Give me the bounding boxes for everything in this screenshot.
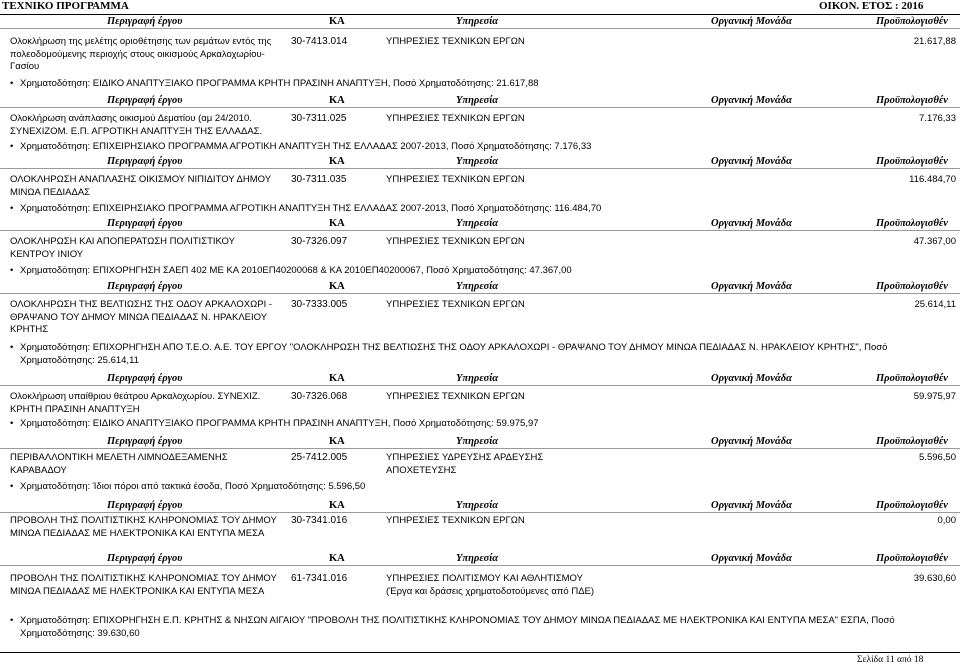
col-org-unit: Οργανική Μονάδα [711, 95, 792, 106]
col-org-unit: Οργανική Μονάδα [711, 500, 792, 511]
project-budget: 7.176,33 [919, 113, 956, 124]
col-service: Υπηρεσία [456, 500, 499, 511]
column-header [0, 281, 960, 294]
column-header [0, 500, 960, 513]
col-budget: Προϋπολογισθέν [876, 218, 948, 229]
column-header [0, 553, 960, 566]
funding-text: Χρηματοδότηση: ΕΠΙΧΟΡΗΓΗΣΗ ΑΠΟ Τ.Ε.Ο. Α.Ε. ΤΟΥ ΕΡΓΟΥ "ΟΛΟΚΛΗΡΩΣΗ ΤΗΣ ΒΕΛΤΙΩΣΗΣ ΤΗΣ ΟΔΟΥ ΑΡΚΑΛΟΧΩΡΙ - ΘΡΑΨΑΝΟ ΤΟΥ ΔΗΜΟΥ ΜΙΝΩΑ ΠΕΔΙΑΔΑΣ Ν. ΗΡΑΚΛΕΙΟΥ ΚΡΗΤΗΣ", Ποσό Χρηματοδότησης: 25.614,11 [20, 342, 888, 366]
fiscal-year-label: ΟΙΚΟΝ. ΕΤΟΣ : [819, 0, 899, 12]
fiscal-year [819, 0, 923, 12]
column-header [0, 373, 960, 386]
bullet-icon: • [10, 78, 14, 89]
fiscal-year-value: 2016 [901, 0, 924, 12]
project-budget: 47.367,00 [913, 236, 956, 247]
col-description: Περιγραφή έργου [107, 218, 183, 229]
project-ka: 61-7341.016 [291, 573, 348, 584]
project-funding [10, 265, 940, 278]
column-header [0, 218, 960, 231]
funding-text: Χρηματοδότηση: ΕΠΙΧΟΡΗΓΗΣΗ ΣΑΕΠ 402 ΜΕ ΚΑ 2010ΕΠ40200068 & ΚΑ 2010ΕΠ40200067, Ποσό Χρηματοδότησης: 47.367,00 [20, 265, 572, 276]
project-description: ΟΛΟΚΛΗΡΩΣΗ ΑΝΑΠΛΑΣΗΣ ΟΙΚΙΣΜΟΥ ΝΙΠΙΔΙΤΟΥ ΔΗΜΟΥ ΜΙΝΩΑ ΠΕΔΙΑΔΑΣ [10, 174, 271, 198]
project-description: ΠΕΡΙΒΑΛΛΟΝΤΙΚΗ ΜΕΛΕΤΗ ΛΙΜΝΟΔΕΞΑΜΕΝΗΣ ΚΑΡΑΒΑΔΟΥ [10, 452, 228, 476]
col-ka: ΚΑ [329, 156, 345, 167]
col-description: Περιγραφή έργου [107, 436, 183, 447]
project-service: ΥΠΗΡΕΣΙΕΣ ΤΕΧΝΙΚΩΝ ΕΡΓΩΝ [386, 113, 525, 124]
project-ka: 30-7333.005 [291, 299, 348, 310]
project-ka: 30-7341.016 [291, 515, 348, 526]
project-funding [10, 203, 940, 216]
column-header [0, 16, 960, 29]
project-description: Ολοκλήρωση ανάπλασης οικισμού Δεματίου (αμ 24/2010. ΣΥΝΕΧΙΖΟΜ. Ε.Π. ΑΓΡΟΤΙΚΗ ΑΝΑΠΤΥΞΗ ΤΗΣ ΕΛΛΑΔΑΣ. [10, 113, 263, 137]
col-ka: ΚΑ [329, 218, 345, 229]
funding-text: Χρηματοδότηση: ΕΙΔΙΚΟ ΑΝΑΠΤΥΞΙΑΚΟ ΠΡΟΓΡΑΜΜΑ ΚΡΗΤΗ ΠΡΑΣΙΝΗ ΑΝΑΠΤΥΞΗ, Ποσό Χρηματοδότησης: 59.975,97 [20, 418, 539, 429]
col-service: Υπηρεσία [456, 553, 499, 564]
col-service: Υπηρεσία [456, 281, 499, 292]
col-service: Υπηρεσία [456, 373, 499, 384]
col-service: Υπηρεσία [456, 156, 499, 167]
project-funding [10, 141, 940, 154]
col-description: Περιγραφή έργου [107, 95, 183, 106]
col-budget: Προϋπολογισθέν [876, 156, 948, 167]
column-header [0, 436, 960, 449]
col-org-unit: Οργανική Μονάδα [711, 281, 792, 292]
col-ka: ΚΑ [329, 436, 345, 447]
project-funding [10, 418, 940, 431]
col-org-unit: Οργανική Μονάδα [711, 16, 792, 27]
col-service: Υπηρεσία [456, 218, 499, 229]
project-ka: 30-7311.025 [291, 113, 347, 124]
project-service: ΥΠΗΡΕΣΙΕΣ ΤΕΧΝΙΚΩΝ ΕΡΓΩΝ [386, 515, 525, 526]
project-service: ΥΠΗΡΕΣΙΕΣ ΤΕΧΝΙΚΩΝ ΕΡΓΩΝ [386, 174, 525, 185]
project-service: ΥΠΗΡΕΣΙΕΣ ΥΔΡΕΥΣΗΣ ΑΡΔΕΥΣΗΣ ΑΠΟΧΕΤΕΥΣΗΣ [386, 452, 544, 476]
page-number: Σελίδα 11 από 18 [857, 655, 924, 665]
col-ka: ΚΑ [329, 553, 345, 564]
col-budget: Προϋπολογισθέν [876, 500, 948, 511]
project-budget: 5.596,50 [919, 452, 956, 463]
col-ka: ΚΑ [329, 16, 345, 27]
col-org-unit: Οργανική Μονάδα [711, 553, 792, 564]
project-ka: 25-7412.005 [291, 452, 348, 463]
col-budget: Προϋπολογισθέν [876, 95, 948, 106]
project-funding [10, 78, 940, 91]
funding-text: Χρηματοδότηση: ΕΠΙΧΕΙΡΗΣΙΑΚΟ ΠΡΟΓΡΑΜΜΑ ΑΓΡΟΤΙΚΗ ΑΝΑΠΤΥΞΗ ΤΗΣ ΕΛΛΑΔΑΣ 2007-2013, Ποσό Χρηματοδότησης: 116.484,70 [20, 203, 602, 214]
project-service: ΥΠΗΡΕΣΙΕΣ ΤΕΧΝΙΚΩΝ ΕΡΓΩΝ [386, 391, 525, 402]
project-ka: 30-7413.014 [291, 36, 348, 47]
col-description: Περιγραφή έργου [107, 500, 183, 511]
col-budget: Προϋπολογισθέν [876, 373, 948, 384]
page-footer [0, 652, 960, 665]
funding-text: Χρηματοδότηση: ΕΠΙΧΕΙΡΗΣΙΑΚΟ ΠΡΟΓΡΑΜΜΑ ΑΓΡΟΤΙΚΗ ΑΝΑΠΤΥΞΗ ΤΗΣ ΕΛΛΑΔΑΣ 2007-2013, Ποσό Χρηματοδότησης: 7.176,33 [20, 141, 592, 152]
bullet-icon: • [10, 265, 14, 276]
project-budget: 25.614,11 [914, 299, 956, 310]
project-funding [10, 342, 940, 367]
col-service: Υπηρεσία [456, 16, 499, 27]
project-service: ΥΠΗΡΕΣΙΕΣ ΤΕΧΝΙΚΩΝ ΕΡΓΩΝ [386, 236, 525, 247]
report-header [0, 0, 960, 15]
bullet-icon: • [10, 203, 14, 214]
funding-text: Χρηματοδότηση: ΕΠΙΧΟΡΗΓΗΣΗ Ε.Π. ΚΡΗΤΗΣ & ΝΗΣΩΝ ΑΙΓΑΙΟΥ "ΠΡΟΒΟΛΗ ΤΗΣ ΠΟΛΙΤΙΣΤΙΚΗΣ ΚΛΗΡΟΝΟΜΙΑΣ ΤΟΥ ΔΗΜΟΥ ΜΙΝΩΑ ΠΕΔΙΑΔΑΣ ΜΕ ΗΛΕΚΤΡΟΝΙΚΑ ΚΑΙ ΕΝΤΥΠΑ ΜΕΣΑ" ΕΣΠΑ, Ποσό Χρηματοδότησης: 39.630,60 [20, 615, 895, 639]
project-budget: 21.617,88 [913, 36, 956, 47]
project-funding [10, 615, 940, 640]
bullet-icon: • [10, 342, 14, 353]
col-description: Περιγραφή έργου [107, 281, 183, 292]
project-ka: 30-7326.068 [291, 391, 348, 402]
project-ka: 30-7311.035 [291, 174, 347, 185]
project-description: ΟΛΟΚΛΗΡΩΣΗ ΤΗΣ ΒΕΛΤΙΩΣΗΣ ΤΗΣ ΟΔΟΥ ΑΡΚΑΛΟΧΩΡΙ - ΘΡΑΨΑΝΟ ΤΟΥ ΔΗΜΟΥ ΜΙΝΩΑ ΠΕΔΙΑΔΑΣ Ν. ΗΡΑΚΛΕΙΟΥ ΚΡΗΤΗΣ [10, 299, 273, 335]
project-service: ΥΠΗΡΕΣΙΕΣ ΤΕΧΝΙΚΩΝ ΕΡΓΩΝ [386, 299, 525, 310]
bullet-icon: • [10, 418, 14, 429]
col-description: Περιγραφή έργου [107, 16, 183, 27]
col-org-unit: Οργανική Μονάδα [711, 436, 792, 447]
col-ka: ΚΑ [329, 500, 345, 511]
report-title: ΤΕΧΝΙΚΟ ΠΡΟΓΡΑΜΜΑ [2, 0, 129, 12]
col-org-unit: Οργανική Μονάδα [711, 218, 792, 229]
project-description: ΠΡΟΒΟΛΗ ΤΗΣ ΠΟΛΙΤΙΣΤΙΚΗΣ ΚΛΗΡΟΝΟΜΙΑΣ ΤΟΥ ΔΗΜΟΥ ΜΙΝΩΑ ΠΕΔΙΑΔΑΣ ΜΕ ΗΛΕΚΤΡΟΝΙΚΑ ΚΑΙ ΕΝΤΥΠΑ ΜΕΣΑ [10, 573, 277, 597]
project-budget: 59.975,97 [913, 391, 956, 402]
col-org-unit: Οργανική Μονάδα [711, 156, 792, 167]
project-budget: 39.630,60 [913, 573, 956, 584]
col-service: Υπηρεσία [456, 436, 499, 447]
bullet-icon: • [10, 141, 14, 152]
funding-text: Χρηματοδότηση: ΕΙΔΙΚΟ ΑΝΑΠΤΥΞΙΑΚΟ ΠΡΟΓΡΑΜΜΑ ΚΡΗΤΗ ΠΡΑΣΙΝΗ ΑΝΑΠΤΥΞΗ, Ποσό Χρηματοδότησης: 21.617,88 [20, 78, 539, 89]
col-budget: Προϋπολογισθέν [876, 436, 948, 447]
bullet-icon: • [10, 481, 14, 492]
col-budget: Προϋπολογισθέν [876, 281, 948, 292]
col-ka: ΚΑ [329, 281, 345, 292]
col-description: Περιγραφή έργου [107, 373, 183, 384]
col-description: Περιγραφή έργου [107, 553, 183, 564]
project-ka: 30-7326.097 [291, 236, 348, 247]
project-service: ΥΠΗΡΕΣΙΕΣ ΤΕΧΝΙΚΩΝ ΕΡΓΩΝ [386, 36, 525, 47]
col-budget: Προϋπολογισθέν [876, 553, 948, 564]
col-description: Περιγραφή έργου [107, 156, 183, 167]
bullet-icon: • [10, 615, 14, 626]
project-description: ΟΛΟΚΛΗΡΩΣΗ ΚΑΙ ΑΠΟΠΕΡΑΤΩΣΗ ΠΟΛΙΤΙΣΤΙΚΟΥ ΚΕΝΤΡΟΥ ΙΝΙΟΥ [10, 236, 235, 260]
project-description: Ολοκλήρωση υπαίθριου θεάτρου Αρκαλοχωρίου. ΣΥΝΕΧΙΖ. ΚΡΗΤΗ ΠΡΑΣΙΝΗ ΑΝΑΠΤΥΞΗ [10, 391, 261, 415]
col-ka: ΚΑ [329, 95, 345, 106]
funding-text: Χρηματοδότηση: Ίδιοι πόροι από τακτικά έσοδα, Ποσό Χρηματοδότησης: 5.596,50 [20, 481, 366, 492]
col-ka: ΚΑ [329, 373, 345, 384]
col-org-unit: Οργανική Μονάδα [711, 373, 792, 384]
project-description: ΠΡΟΒΟΛΗ ΤΗΣ ΠΟΛΙΤΙΣΤΙΚΗΣ ΚΛΗΡΟΝΟΜΙΑΣ ΤΟΥ ΔΗΜΟΥ ΜΙΝΩΑ ΠΕΔΙΑΔΑΣ ΜΕ ΗΛΕΚΤΡΟΝΙΚΑ ΚΑΙ ΕΝΤΥΠΑ ΜΕΣΑ [10, 515, 277, 539]
project-funding [10, 481, 940, 494]
project-budget: 116.484,70 [909, 174, 956, 185]
col-budget: Προϋπολογισθέν [876, 16, 948, 27]
project-description: Ολοκλήρωση της μελέτης οριοθέτησης των ρεμάτων εντός της πολεοδομούμενης περιοχής στους οικισμούς Αρκαλοχωρίου- Γασίου [10, 36, 272, 72]
project-service: ΥΠΗΡΕΣΙΕΣ ΠΟΛΙΤΙΣΜΟΥ ΚΑΙ ΑΘΛΗΤΙΣΜΟΥ (Έργα και δράσεις χρηματοδοτούμενες από ΠΔΕ) [386, 573, 595, 597]
column-header [0, 156, 960, 169]
col-service: Υπηρεσία [456, 95, 499, 106]
column-header [0, 95, 960, 108]
project-budget: 0,00 [937, 515, 956, 526]
